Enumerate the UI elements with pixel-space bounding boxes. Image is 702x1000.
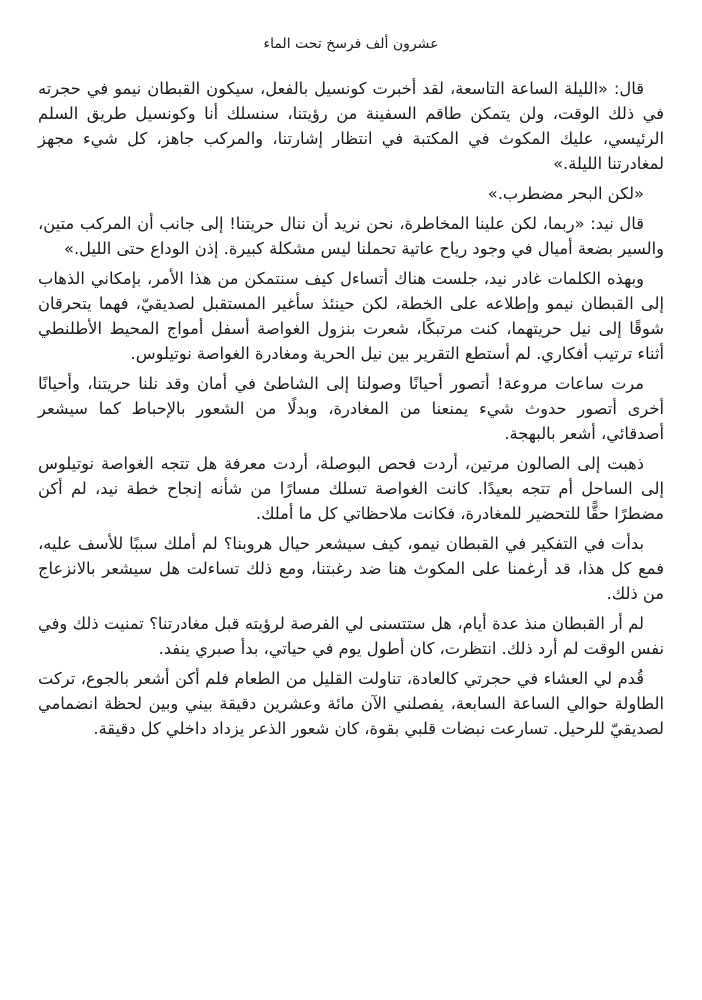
- paragraph: ذهبت إلى الصالون مرتين، أردت فحص البوصلة، أردت معرفة هل تتجه الغواصة نوتيلوس إلى الساحل أم تتجه بعيدًا. كانت الغواصة تسلك مسارًا من شأنه إنجاح خطة نيد، لم أكن مضطرًا حقًّا للتحضير للمغادرة، فكانت ملاحظاتي كل ما أملك.: [38, 454, 664, 523]
- paragraph: «لكن البحر مضطرب.»: [487, 184, 644, 203]
- paragraph: لم أر القبطان منذ عدة أيام، هل ستتسنى لي الفرصة لرؤيته قبل مغادرتنا؟ تمنيت ذلك وفي نفس الوقت لم أرد ذلك. انتظرت، كان أطول يوم في حياتي، بدأ صبري ينفد.: [38, 614, 664, 658]
- running-head-title: عشرون ألف فرسخ تحت الماء: [263, 36, 439, 52]
- paragraph: قُدم لي العشاء في حجرتي كالعادة، تناولت القليل من الطعام فلم أكن أشعر بالجوع، تركت الطاولة حوالي الساعة السابعة، يفصلني الآن مائة وعشرين دقيقة بيني وبين لحظة انضمامي لصديقيّ للرحيل. تسارعت نبضات قلبي بقوة، كان شعور الذعر يزداد داخلي كل دقيقة.: [38, 669, 664, 738]
- paragraph: بدأت في التفكير في القبطان نيمو، كيف سيشعر حيال هروبنا؟ لم أملك سببًا للأسف عليه، فمع كل هذا، قد أرغمنا على المكوث هنا ضد رغبتنا، ومع ذلك تساءلت هل سيشعر بالانزعاج من ذلك.: [38, 534, 664, 603]
- body-text: [38, 76, 664, 746]
- paragraph: قال: «الليلة الساعة التاسعة، لقد أخبرت كونسيل بالفعل، سيكون القبطان نيمو في حجرته في ذلك الوقت، ولن يتمكن طاقم السفينة من رؤيتنا، سنسلك أنا وكونسيل طريق السلم الرئيسي، عليك المكوث في المكتبة في انتظار إشارتنا، والمركب جاهز، كل شيء مجهز لمغادرتنا الليلة.»: [38, 79, 664, 173]
- paragraph: قال نيد: «ربما، لكن علينا المخاطرة، نحن نريد أن ننال حريتنا! إلى جانب أن المركب متين، والسير بضعة أميال في وجود رياح عاتية تحملنا ليس مشكلة كبيرة. إذن الوداع حتى الليل.»: [38, 214, 664, 258]
- paragraph: وبهذه الكلمات غادر نيد، جلست هناك أتساءل كيف سنتمكن من هذا الأمر، بإمكاني الذهاب إلى القبطان نيمو وإطلاعه على الخطة، لكن حينئذ سأغير المستقبل لصديقيّ، فهما يتحرقان شوقًا إلى نيل حريتهما، كنت مرتبكًا، شعرت بنزول الغواصة أسفل أمواج المحيط الأطلنطي أثناء ترتيب أفكاري. لم أستطع التقرير بين نيل الحرية ومغادرة الغواصة نوتيلوس.: [38, 269, 664, 363]
- paragraph: مرت ساعات مروعة! أتصور أحيانًا وصولنا إلى الشاطئ في أمان وقد نلنا حريتنا، وأحيانًا أخرى أتصور حدوث شيء يمنعنا من المغادرة، وبدلًا من الشعور بالإحباط كما سيشعر أصدقائي، أشعر بالبهجة.: [38, 374, 664, 443]
